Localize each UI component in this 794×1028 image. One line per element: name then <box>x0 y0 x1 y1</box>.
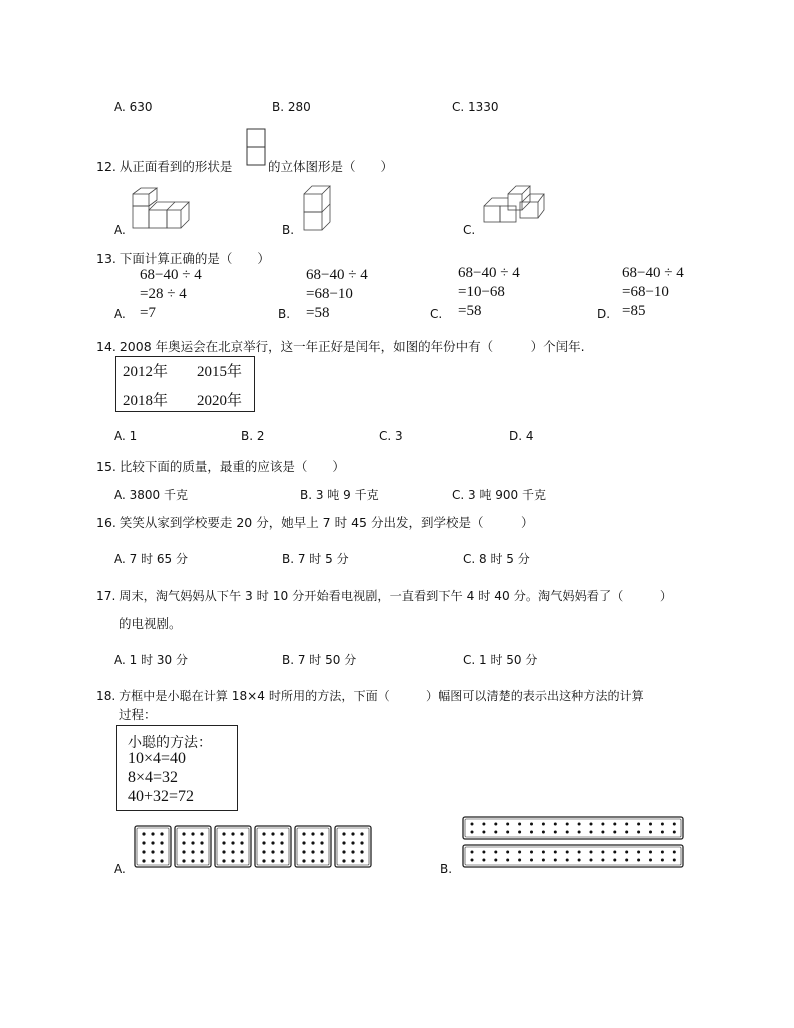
dot <box>506 823 509 826</box>
dot-card <box>255 826 291 867</box>
dot <box>578 823 581 826</box>
dot <box>302 841 305 844</box>
q15-option-c[interactable]: C. 3 吨 900 千克 <box>452 488 546 502</box>
q17-option-c[interactable]: C. 1 时 50 分 <box>463 653 538 667</box>
q12-option-a-label[interactable]: A. <box>114 223 126 237</box>
dot <box>151 859 154 862</box>
dot <box>351 850 354 853</box>
dot <box>311 859 314 862</box>
dot <box>262 850 265 853</box>
dot <box>280 859 283 862</box>
dot <box>360 841 363 844</box>
q11-option-b[interactable]: B. 280 <box>272 100 311 114</box>
q13-option-b-label[interactable]: B. <box>278 307 291 321</box>
dot <box>661 859 664 862</box>
dot <box>578 831 581 834</box>
dot <box>231 841 234 844</box>
dot <box>182 841 185 844</box>
dot <box>530 859 533 862</box>
dot <box>351 832 354 835</box>
dot <box>342 859 345 862</box>
q11-option-c[interactable]: C. 1330 <box>452 100 499 114</box>
dot <box>554 823 557 826</box>
dot <box>518 859 521 862</box>
dot <box>673 823 676 826</box>
dot <box>240 859 243 862</box>
dot <box>494 851 497 854</box>
dot-card <box>335 826 371 867</box>
dot <box>360 850 363 853</box>
dot-card <box>135 826 171 867</box>
q14-option-b[interactable]: B. 2 <box>241 429 265 443</box>
cube-figure-b <box>304 186 338 232</box>
q14-option-d[interactable]: D. 4 <box>509 429 534 443</box>
dot <box>262 859 265 862</box>
dot <box>231 832 234 835</box>
dot <box>280 841 283 844</box>
dot <box>271 850 274 853</box>
dot-figure-b <box>462 816 686 866</box>
q15-option-a[interactable]: A. 3800 千克 <box>114 488 188 502</box>
dot <box>222 850 225 853</box>
dot <box>506 831 509 834</box>
dot <box>311 850 314 853</box>
dot <box>530 823 533 826</box>
year-2020: 2020年 <box>197 393 243 409</box>
dot <box>231 859 234 862</box>
q13-option-d-calc: 68−40 ÷ 4 =68−10 =85 <box>622 265 684 319</box>
dot-card <box>215 826 251 867</box>
cube-figure-c <box>484 186 544 226</box>
q16-option-b[interactable]: B. 7 时 5 分 <box>282 552 349 566</box>
dot <box>240 841 243 844</box>
dot <box>200 850 203 853</box>
q15-option-b[interactable]: B. 3 吨 9 千克 <box>300 488 379 502</box>
dot <box>554 831 557 834</box>
front-view-figure <box>246 128 266 166</box>
q12-stem-before: 12. 从正面看到的形状是 <box>96 159 233 174</box>
dot <box>649 823 652 826</box>
dot <box>613 831 616 834</box>
dot <box>601 831 604 834</box>
method-line-1: 10×4=40 <box>128 750 187 767</box>
dot <box>637 831 640 834</box>
dot <box>311 832 314 835</box>
dot <box>471 851 474 854</box>
dot <box>601 859 604 862</box>
dot <box>482 823 485 826</box>
dot <box>351 859 354 862</box>
dot <box>649 851 652 854</box>
q17-option-b[interactable]: B. 7 时 50 分 <box>282 653 357 667</box>
dot <box>494 859 497 862</box>
dot <box>625 831 628 834</box>
dot <box>142 859 145 862</box>
dot <box>554 851 557 854</box>
dot <box>578 859 581 862</box>
dot <box>302 832 305 835</box>
q13-option-b-calc: 68−40 ÷ 4 =68−10 =58 <box>306 267 368 321</box>
dot <box>342 841 345 844</box>
dot <box>542 823 545 826</box>
dot <box>302 850 305 853</box>
dot <box>320 841 323 844</box>
dot <box>200 832 203 835</box>
q13-option-c-calc: 68−40 ÷ 4 =10−68 =58 <box>458 265 520 319</box>
dot <box>271 841 274 844</box>
dot <box>637 859 640 862</box>
dot <box>530 851 533 854</box>
dot <box>542 851 545 854</box>
dot <box>222 832 225 835</box>
dot <box>673 831 676 834</box>
q11-option-a[interactable]: A. 630 <box>114 100 153 114</box>
dot <box>160 859 163 862</box>
dot <box>482 831 485 834</box>
dot <box>566 851 569 854</box>
dot <box>280 832 283 835</box>
dot <box>222 841 225 844</box>
dot <box>518 831 521 834</box>
dot <box>182 859 185 862</box>
dot <box>590 823 593 826</box>
cube-figure-a <box>133 188 191 230</box>
q14-stem: 14. 2008 年奥运会在北京举行，这一年正好是闰年，如图的年份中有（ ）个闰年. <box>96 339 585 354</box>
dot <box>613 859 616 862</box>
dot <box>320 850 323 853</box>
q17-option-a[interactable]: A. 1 时 30 分 <box>114 653 188 667</box>
dot <box>151 841 154 844</box>
dot <box>590 859 593 862</box>
dot <box>482 859 485 862</box>
q13-option-d-label[interactable]: D. <box>597 307 611 321</box>
dot <box>554 859 557 862</box>
dot <box>578 851 581 854</box>
q12-option-b-label[interactable]: B. <box>282 223 295 237</box>
dot <box>637 823 640 826</box>
dot <box>613 851 616 854</box>
dot <box>625 851 628 854</box>
q18-stem-cont: 过程： <box>119 707 157 722</box>
dot <box>518 851 521 854</box>
dot-strip <box>463 845 683 867</box>
dot <box>601 851 604 854</box>
dot <box>471 823 474 826</box>
dot <box>160 832 163 835</box>
dot <box>494 831 497 834</box>
q14-option-a[interactable]: A. 1 <box>114 429 138 443</box>
q18-option-a-label[interactable]: A. <box>114 862 126 876</box>
dot <box>280 850 283 853</box>
q12-stem-after: 的立体图形是（ ） <box>268 159 394 174</box>
dot <box>649 831 652 834</box>
q13-stem: 13. 下面计算正确的是（ ） <box>96 251 270 266</box>
year-2012: 2012年 <box>123 364 169 380</box>
q13-option-c-label[interactable]: C. <box>430 307 443 321</box>
dot <box>625 823 628 826</box>
dot <box>542 831 545 834</box>
dot <box>142 841 145 844</box>
dot <box>673 859 676 862</box>
dot <box>566 823 569 826</box>
dot <box>673 851 676 854</box>
dot <box>661 823 664 826</box>
method-title: 小聪的方法： <box>128 735 212 751</box>
dot <box>200 859 203 862</box>
q17-stem-cont: 的电视剧。 <box>119 616 182 631</box>
dot <box>240 832 243 835</box>
dot <box>160 841 163 844</box>
dot <box>191 859 194 862</box>
dot <box>342 850 345 853</box>
q17-stem: 17. 周末，淘气妈妈从下午 3 时 10 分开始看电视剧，一直看到下午 4 时 40 分。淘气妈妈看了（ ） <box>96 589 673 603</box>
dot <box>191 841 194 844</box>
dot <box>506 859 509 862</box>
dot <box>231 850 234 853</box>
dot <box>601 823 604 826</box>
year-2018: 2018年 <box>123 393 169 409</box>
dot-card <box>295 826 331 867</box>
q18-option-b-label[interactable]: B. <box>440 862 453 876</box>
method-line-2: 8×4=32 <box>128 769 179 786</box>
q15-stem: 15. 比较下面的质量，最重的应该是（ ） <box>96 459 345 474</box>
year-2015: 2015年 <box>197 364 243 380</box>
dot <box>262 832 265 835</box>
dot <box>222 859 225 862</box>
dot-strip <box>463 817 683 839</box>
dot <box>613 823 616 826</box>
dot <box>590 851 593 854</box>
dot <box>590 831 593 834</box>
dot <box>262 841 265 844</box>
dot <box>240 850 243 853</box>
dot <box>637 851 640 854</box>
dot-card <box>175 826 211 867</box>
dot <box>542 859 545 862</box>
q18-stem: 18. 方框中是小聪在计算 18×4 时所用的方法，下面（ ）幅图可以清楚的表示出这种方法的计算 <box>96 689 644 703</box>
dot <box>360 832 363 835</box>
dot <box>182 850 185 853</box>
dot <box>506 851 509 854</box>
dot <box>142 850 145 853</box>
q16-stem: 16. 笑笑从家到学校要走 20 分，她早上 7 时 45 分出发，到学校是（ ） <box>96 515 534 530</box>
dot <box>200 841 203 844</box>
dot <box>191 832 194 835</box>
dot <box>142 832 145 835</box>
q13-option-a-label[interactable]: A. <box>114 307 126 321</box>
dot <box>566 859 569 862</box>
dot <box>160 850 163 853</box>
dot <box>625 859 628 862</box>
dot <box>661 831 664 834</box>
dot <box>351 841 354 844</box>
dot <box>471 859 474 862</box>
q16-option-a[interactable]: A. 7 时 65 分 <box>114 552 188 566</box>
dot <box>302 859 305 862</box>
q13-option-a-calc: 68−40 ÷ 4 =28 ÷ 4 =7 <box>140 267 202 321</box>
dot <box>360 859 363 862</box>
dot <box>482 851 485 854</box>
dot <box>311 841 314 844</box>
dot <box>191 850 194 853</box>
dot <box>518 823 521 826</box>
dot <box>320 859 323 862</box>
dot <box>649 859 652 862</box>
method-line-3: 40+32=72 <box>128 788 195 805</box>
dot <box>342 832 345 835</box>
dot <box>320 832 323 835</box>
dot <box>530 831 533 834</box>
dot-figure-a <box>134 825 378 869</box>
dot <box>471 831 474 834</box>
q12-option-c-label[interactable]: C. <box>463 223 476 237</box>
q16-option-c[interactable]: C. 8 时 5 分 <box>463 552 530 566</box>
dot <box>151 850 154 853</box>
dot <box>661 851 664 854</box>
dot <box>151 832 154 835</box>
dot <box>182 832 185 835</box>
dot <box>271 832 274 835</box>
q14-option-c[interactable]: C. 3 <box>379 429 403 443</box>
dot <box>494 823 497 826</box>
dot <box>566 831 569 834</box>
dot <box>271 859 274 862</box>
